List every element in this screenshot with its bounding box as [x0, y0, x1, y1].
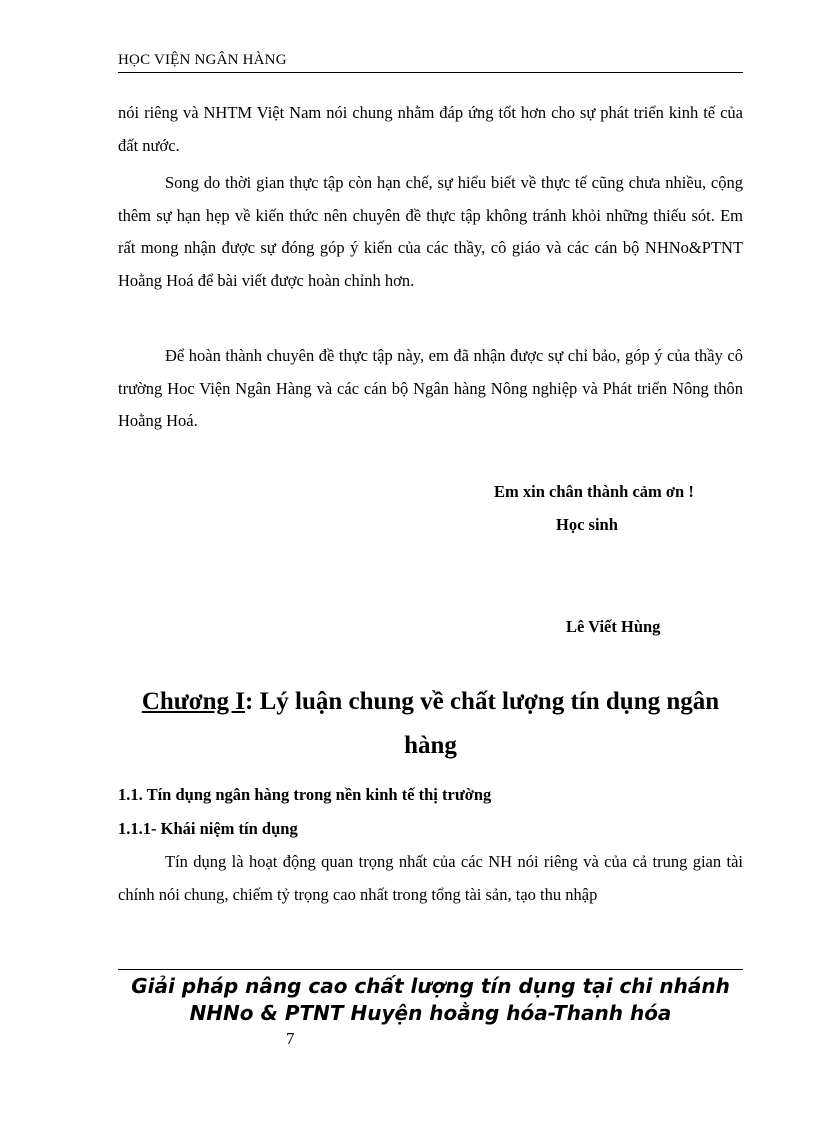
body-paragraph-1: nói riêng và NHTM Việt Nam nói chung nhằm đáp ứng tốt hơn cho sự phát triển kinh tế của đất nước.: [118, 103, 743, 155]
header-title: HỌC VIỆN NGÂN HÀNG: [118, 52, 287, 68]
body-paragraph-2: Song do thời gian thực tập còn hạn chế, sự hiểu biết về thực tế cũng chưa nhiều, cộng thêm sự hạn hẹp về kiến thức nên chuyên đề thực tập không tránh khỏi những thiếu sót. Em rất mong nhận được sự đóng góp ý kiến của các thầy, cô giáo và các cán bộ NHNo&PTNT Hoằng Hoá để bài viết được hoàn chỉnh hơn.: [118, 173, 743, 290]
chapter-title: Lý luận chung về chất lượng tín dụng ngân hàng: [259, 688, 720, 759]
page-number: 7: [286, 1029, 295, 1048]
body-paragraph-4: Tín dụng là hoạt động quan trọng nhất của các NH nói riêng và của cả trung gian tài chính nói chung, chiếm tỷ trọng cao nhất trong tổng tài sản, tạo thu nhập: [118, 852, 743, 904]
section-heading-1-1-1: 1.1.1- Khái niệm tín dụng: [118, 819, 298, 838]
signature-thanks: Em xin chân thành cảm ơn !: [494, 482, 694, 501]
chapter-separator: :: [245, 688, 260, 715]
header-rule: [118, 72, 743, 73]
body-paragraph-3: Để hoàn thành chuyên đề thực tập này, em đã nhận được sự chỉ bảo, góp ý của thầy cô trường Hoc Viện Ngân Hàng và các cán bộ Ngân hàng Nông nghiệp và Phát triển Nông thôn Hoằng Hoá.: [118, 346, 743, 430]
footer-rule: [118, 969, 743, 970]
chapter-heading: [118, 680, 743, 768]
signature-name: Lê Viết Hùng: [566, 617, 661, 636]
footer-title-line-1: Giải pháp nâng cao chất lượng tín dụng tại chi nhánh: [131, 974, 730, 998]
chapter-label: Chương I: [141, 688, 246, 715]
footer-title-line-2: NHNo & PTNT Huyện hoằng hóa-Thanh hóa: [189, 1001, 672, 1025]
section-heading-1-1: 1.1. Tín dụng ngân hàng trong nền kinh tế thị trường: [118, 785, 492, 804]
signature-role: Học sinh: [556, 515, 618, 534]
